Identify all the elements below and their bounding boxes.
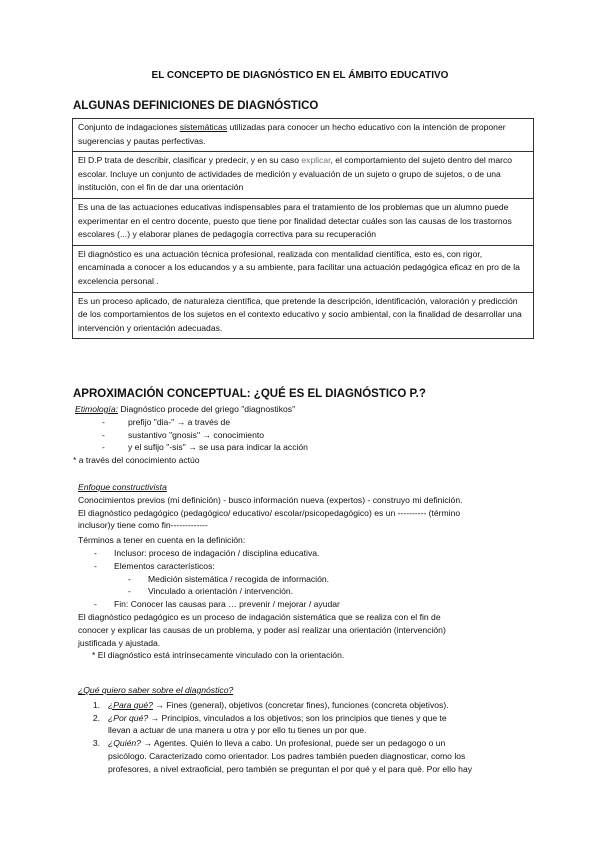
- etymology-item: y el sufijo "-sis" → se usa para indicar la acción: [128, 442, 308, 453]
- definitions-table: [72, 118, 534, 339]
- term-item: Elementos característicos:: [114, 560, 215, 571]
- questions-list: [78, 699, 538, 776]
- definition-text: Conjunto de indagaciones: [78, 122, 180, 132]
- conclusion-line: justificada y ajustada.: [78, 637, 161, 648]
- terms-title: Términos a tener en cuenta en la definición:: [78, 535, 246, 546]
- constructivist-label: Enfoque constructivista: [78, 482, 167, 492]
- orientation-note: * El diagnóstico está intrínsecamente vinculado con la orientación.: [92, 650, 345, 661]
- conclusion-line: conocer y explicar las causas de un problema, y poder así realizar una orientación (intervención): [78, 624, 446, 635]
- definition-text: El D.P trata de describir, clasificar y predecir, y en su caso: [78, 155, 302, 166]
- question-label: ¿Por qué?: [108, 712, 149, 723]
- answer-line: llevan a actuar de una manera u otra y por ello tu tienes un por que.: [108, 725, 367, 736]
- questions-section: [78, 684, 538, 776]
- etymology-text: Diagnóstico procede del griego "diagnostikos": [118, 404, 296, 414]
- item-number: 2.: [92, 712, 100, 723]
- etymology-label: Etimología:: [75, 404, 118, 414]
- etymology-item: sustantivo "gnosis" → conocimiento: [128, 429, 265, 440]
- constructivist-line: Conocimientos previos (mi definición) - busco información nueva (expertos) - construyo mi definición.: [78, 494, 463, 505]
- definition-box: Es un proceso aplicado, de naturaleza científica, que pretende la descripción, identificación, valoración y predicción de los comportamientos de los sujetos en el contexto educativo y socio ambiental, con la finalidad de desarrollar una intervención y orientación adecuadas.: [73, 292, 533, 339]
- answer-line: psicólogo. Caracterizado como orientador. Los padres también pueden diagnosticar, como los: [108, 750, 466, 761]
- conclusion-line: El diagnóstico pedagógico es un proceso de indagación sistemática que se realiza con el fin de: [78, 611, 441, 622]
- approximation-heading: APROXIMACIÓN CONCEPTUAL: ¿QUÉ ES EL DIAGNÓSTICO P.?: [73, 388, 426, 400]
- question-label: ¿Quién?: [108, 738, 141, 749]
- definition-box: [73, 151, 533, 198]
- answer-line: → Principios, vinculados a los objetivos; son los principios que tienes y que te: [148, 712, 447, 723]
- constructivist-line: inclusor)y tiene como fin-------------: [78, 520, 208, 531]
- list-item: [78, 737, 538, 775]
- term-item: Inclusor: proceso de indagación / disciplina educativa.: [114, 547, 320, 558]
- subterm-item: Medición sistemática / recogida de información.: [148, 573, 330, 584]
- document-title: EL CONCEPTO DE DIAGNÓSTICO EN EL ÁMBITO EDUCATIVO: [151, 70, 449, 81]
- answer-line: profesores, a nivel extraoficial, pero también se preguntan el por qué y el para qué. Por ello hay: [108, 763, 473, 774]
- subterm-item: Vinculado a orientación / intervención.: [148, 586, 294, 597]
- etymology-section: Etimología: Diagnóstico procede del griego "diagnostikos" - prefijo "dia-" → a través de - sustantivo "gnosis" → conocimiento - y el sufijo "-sis" → se usa para indicar la acción * a través del conocimiento actúo: [75, 403, 535, 467]
- list-item: [78, 712, 538, 738]
- item-number: 1.: [92, 699, 100, 710]
- definition-box: El diagnóstico es una actuación técnica profesional, realizada con mentalidad científica, esto es, con rigor, encaminada a conocer a los educandos y a su ambiente, para facilitar una actuación pedagógica eficaz en pro de la excelencia personal .: [73, 245, 533, 292]
- definition-box: Es una de las actuaciones educativas indispensables para el tratamiento de los problemas que un alumno puede experimentar en el centro docente, puesto que tiene por finalidad detectar cuáles son las causas de los trastornos escolares (...) y elaborar planes de pedagogía correctiva para su recuperación: [73, 198, 533, 245]
- answer-line: → Agentes. Quién lo lleva a cabo. Un profesional, puede ser un pedagogo o un: [140, 738, 446, 749]
- definition-text: utilizadas para conocer un hecho educativo con la intención de proponer sugerencias y pautas perfectivas.: [78, 122, 506, 146]
- constructivist-line: El diagnóstico pedagógico (pedagógico/ educativo/ escolar/psicopedagógico) es un ---------- (término: [78, 507, 461, 518]
- highlighted-word: explicar: [301, 155, 331, 166]
- item-number: 3.: [92, 738, 100, 749]
- definitions-heading: ALGUNAS DEFINICIONES DE DIAGNÓSTICO: [73, 100, 319, 112]
- definition-box: [73, 119, 533, 151]
- question-label: ¿Para qué?: [108, 699, 153, 710]
- etymology-item: prefijo "dia-" → a través de: [128, 416, 231, 427]
- constructivist-section: Enfoque constructivista Conocimientos previos (mi definición) - busco información nueva (expertos) - construyo mi definición. El diagnóstico pedagógico (pedagógico/ educativo/ escolar/psicopedagógico) es un ---------- (término inclusor)y tiene como fin------------- Términos a tener en cuenta en la definición: - Inclusor: proceso de indagación / disciplina educativa. - Elementos característicos: - Medición sistemática / recogida de información. - Vinculado a orientación / intervención. - Fin: Conocer las causas para … prevenir / mejorar / ayudar El diagnóstico pedagógico es un proceso de indagación sistemática que se realiza con el fin de conocer y explicar las causas de un problema, y poder así realizar una orientación (intervención) justificada y ajustada. * El diagnóstico está intrínsecamente vinculado con la orientación.: [78, 481, 538, 662]
- underlined-word: sistemáticas: [179, 122, 228, 132]
- term-item: Fin: Conocer las causas para … prevenir / mejorar / ayudar: [114, 599, 340, 610]
- answer-line: → Fines (general), objetivos (concretar fines), funciones (concreta objetivos).: [152, 699, 449, 710]
- list-item: [78, 699, 538, 712]
- questions-label: ¿Qué quiero saber sobre el diagnóstico?: [78, 685, 234, 695]
- etymology-note: * a través del conocimiento actúo: [73, 455, 200, 466]
- definition-text: , el comportamiento del sujeto dentro del marco escolar. Incluye un conjunto de actividades de medición y evaluación de un sujeto o grupo de sujetos, o de una institución, con el fin de dar una orientación: [78, 155, 513, 193]
